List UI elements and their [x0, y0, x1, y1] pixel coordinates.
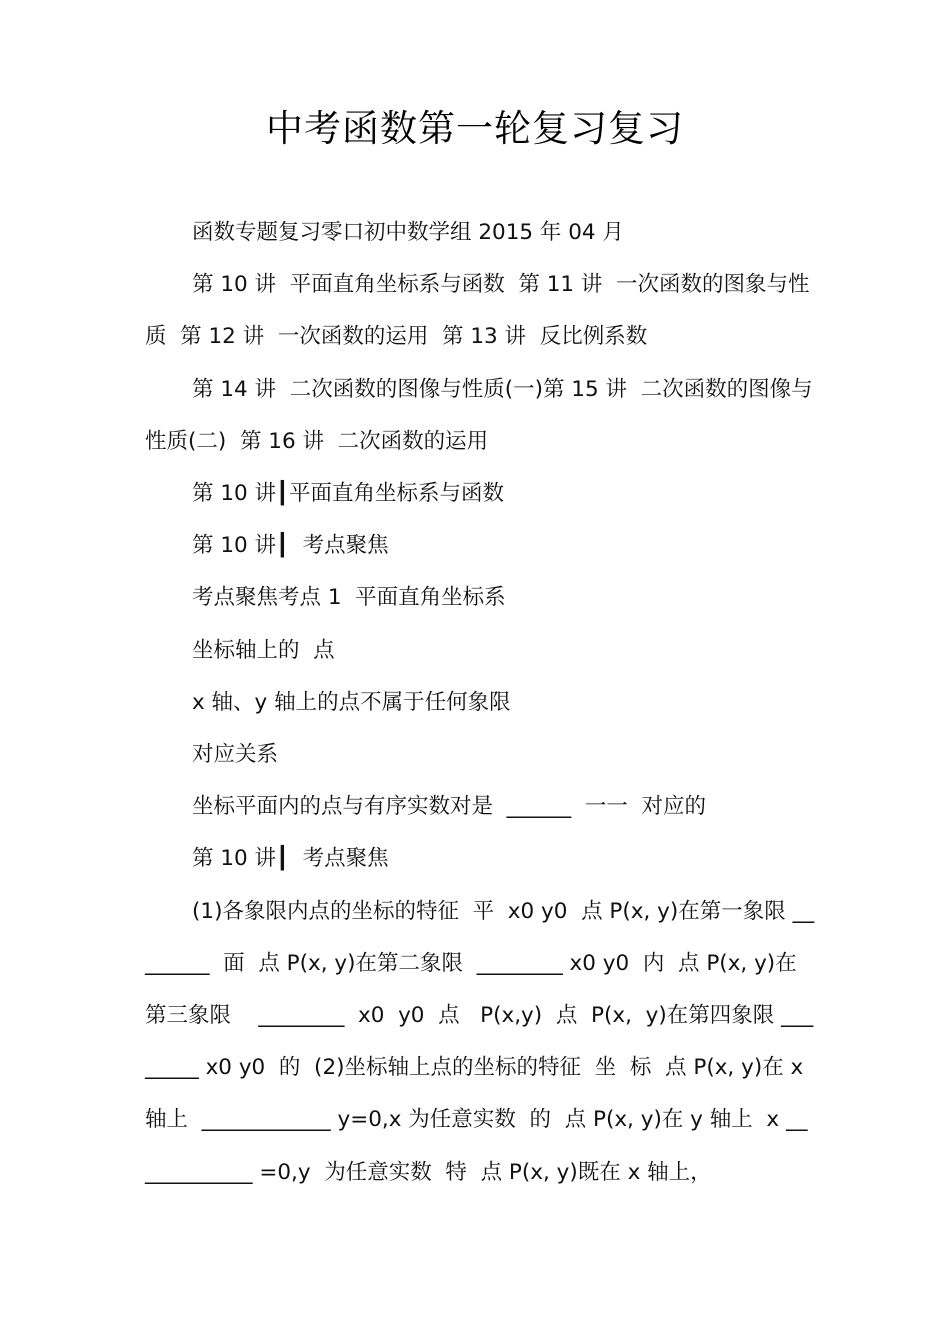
document-body — [145, 207, 817, 1199]
document-title: 中考函数第一轮复习复习 — [266, 107, 684, 150]
paragraph-one-to-one: 坐标平面内的点与有序实数对是 ______ 一一 对应的 — [192, 794, 707, 820]
paragraph-point-1: 考点聚焦考点 1 平面直角坐标系 — [192, 585, 506, 611]
paragraph-quadrant-features: (1)各象限内点的坐标的特征 平 x0 y0 点 P(x, y)在第一象限 ________ 面 点 P(x, y)在第二象限 ________ x0 y0 内 点 P(x, y)在第三象限 ________ x0 y0 点 P(x,y) 点 P(x, y)在第四象限 ________ x0 y0 的 (2)坐标轴上点的坐标的特征 坐 标 点 P(x, y)在 x 轴上 ____________ y=0,x 为任意实数 的 点 P(x, y)在 y 轴上 x ____________ =0,y 为任意实数 特 点 P(x, y)既在 x 轴上， — [145, 898, 815, 1185]
paragraph-correspondence: 对应关系 — [192, 742, 279, 768]
paragraph-intro: 函数专题复习零口初中数学组 2015 年 04 月 — [192, 220, 624, 245]
paragraph-lectures-14-16: 第 14 讲 二次函数的图像与性质(一)第 15 讲 二次函数的图像与性质(二) 第 16 讲 二次函数的运用 — [145, 376, 813, 454]
paragraph-focus-heading: 第 10 讲┃ 考点聚焦 — [192, 533, 389, 559]
paragraph-axis-points: 坐标轴上的 点 — [192, 637, 335, 663]
paragraph-axis-quadrant-note: x 轴、y 轴上的点不属于任何象限 — [192, 689, 511, 715]
paragraph-lectures-10-13: 第 10 讲 平面直角坐标系与函数 第 11 讲 一次函数的图象与性质 第 12 讲 一次函数的运用 第 13 讲 反比例系数 — [145, 272, 810, 350]
paragraph-focus-heading-2: 第 10 讲┃ 考点聚焦 — [192, 846, 389, 872]
paragraph-lecture-10-heading: 第 10 讲┃平面直角坐标系与函数 — [192, 481, 504, 507]
